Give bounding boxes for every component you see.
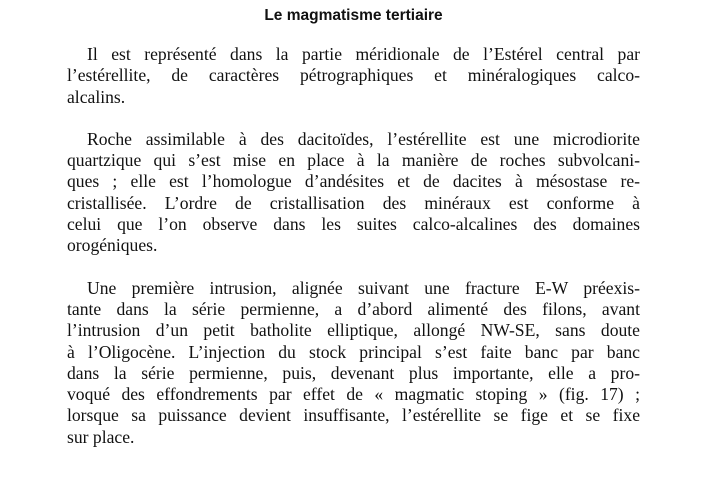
text-line: l’intrusion d’un petit batholite elliptique, allongé NW-SE, sans doute (67, 320, 640, 341)
text-line: Une première intrusion, alignée suivant une fracture E-W préexis- (87, 277, 640, 298)
text-line: cristallisée. L’ordre de cristallisation des minéraux est conforme à (67, 192, 640, 213)
document-page (67, 0, 640, 448)
text-line: quartzique qui s’est mise en place à la manière de roches subvolcani- (67, 150, 640, 171)
text-line: Roche assimilable à des dacitoïdes, l’estérellite est une microdiorite (87, 128, 640, 149)
text-line: lorsque sa puissance devient insuffisante, l’estérellite se fige et se fixe (67, 405, 640, 426)
text-line: orogéniques. (67, 235, 158, 256)
text-line: voqué des effondrements par effet de « magmatic stoping » (fig. 17) ; (67, 384, 640, 405)
paragraph-2 (67, 129, 640, 257)
text-line: l’estérellite, de caractères pétrographiques et minéralogiques calco- (67, 65, 640, 86)
paragraph-1 (67, 44, 640, 108)
text-line: dans la série permienne, puis, devenant plus importante, elle a pro- (67, 362, 640, 383)
text-line: Il est représenté dans la partie méridionale de l’Estérel central par (87, 44, 640, 64)
text-line: alcalins. (67, 86, 126, 107)
paragraph-3 (67, 278, 640, 448)
section-heading: Le magmatisme tertiaire (264, 7, 443, 24)
text-line: sur place. (67, 426, 135, 447)
text-line: tante dans la série permienne, a d’abord alimenté des filons, avant (67, 298, 640, 319)
text-line: celui que l’on observe dans les suites calco-alcalines des domaines (67, 214, 640, 235)
text-line: ques ; elle est l’homologue d’andésites et de dacites à mésostase re- (67, 171, 640, 192)
text-line: à l’Oligocène. L’injection du stock principal s’est faite banc par banc (67, 341, 640, 362)
